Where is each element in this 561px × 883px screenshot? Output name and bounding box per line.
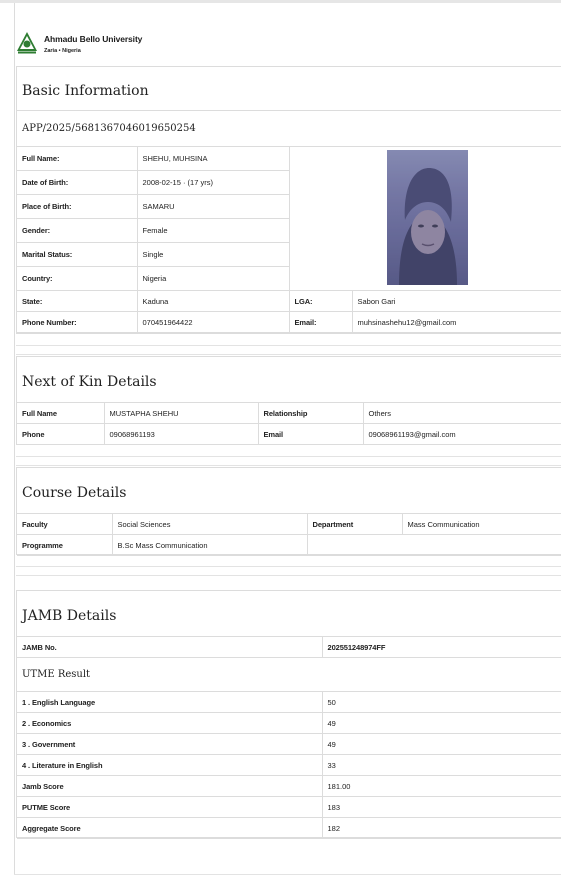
table-row	[17, 797, 561, 818]
dob-value: 2008-02-15 · (17 yrs)	[137, 171, 289, 195]
country-label: Country:	[17, 267, 137, 291]
section-divider	[16, 566, 561, 576]
next-of-kin-card	[16, 356, 561, 445]
jamb-score-label: Jamb Score	[17, 776, 322, 797]
table-row	[17, 692, 561, 713]
empty-cell	[307, 535, 561, 556]
gender-value: Female	[137, 219, 289, 243]
subject-label: 1 . English Language	[17, 692, 322, 713]
faculty-label: Faculty	[17, 514, 112, 535]
subject-label: 4 . Literature in English	[17, 755, 322, 776]
kin-email-value: 09068961193@gmail.com	[363, 424, 561, 445]
table-row	[17, 734, 561, 755]
jamb-score-value: 181.00	[322, 776, 561, 797]
kin-relationship-label: Relationship	[258, 403, 363, 424]
table-row	[17, 713, 561, 734]
kin-phone-label: Phone	[17, 424, 104, 445]
department-label: Department	[307, 514, 402, 535]
pob-label: Place of Birth:	[17, 195, 137, 219]
aggregate-score-label: Aggregate Score	[17, 818, 322, 839]
table-row	[17, 776, 561, 797]
table-row	[17, 424, 561, 445]
basic-information-title: Basic Information	[22, 83, 149, 99]
table-row	[17, 535, 561, 556]
utme-result-table	[17, 691, 561, 839]
gender-label: Gender:	[17, 219, 137, 243]
next-of-kin-title: Next of Kin Details	[22, 374, 157, 390]
aggregate-score-value: 182	[322, 818, 561, 839]
kin-full-name-label: Full Name	[17, 403, 104, 424]
state-value: Kaduna	[137, 291, 289, 312]
lga-label: LGA:	[289, 291, 352, 312]
faculty-value: Social Sciences	[112, 514, 307, 535]
university-location: Zaria • Nigeria	[44, 48, 81, 54]
putme-score-label: PUTME Score	[17, 797, 322, 818]
programme-label: Programme	[17, 535, 112, 556]
section-divider	[16, 345, 561, 355]
lga-value: Sabon Gari	[352, 291, 561, 312]
full-name-value: SHEHU, MUHSINA	[137, 147, 289, 171]
application-number: APP/2025/5681367046019650254	[22, 123, 196, 134]
table-row	[17, 514, 561, 535]
country-value: Nigeria	[137, 267, 289, 291]
table-row	[17, 312, 561, 333]
table-row	[17, 755, 561, 776]
table-row	[17, 291, 561, 312]
marital-status-value: Single	[137, 243, 289, 267]
subject-score: 49	[322, 734, 561, 755]
full-name-label: Full Name:	[17, 147, 137, 171]
subject-label: 3 . Government	[17, 734, 322, 755]
passport-photo	[387, 150, 468, 285]
jamb-number-value: 202551248974FF	[322, 637, 561, 658]
subject-label: 2 . Economics	[17, 713, 322, 734]
kin-full-name-value: MUSTAPHA SHEHU	[104, 403, 258, 424]
university-logo-icon	[15, 31, 39, 55]
basic-information-card	[16, 66, 561, 334]
subject-score: 50	[322, 692, 561, 713]
email-label: Email:	[289, 312, 352, 333]
kin-phone-value: 09068961193	[104, 424, 258, 445]
pob-value: SAMARU	[137, 195, 289, 219]
marital-status-label: Marital Status:	[17, 243, 137, 267]
jamb-details-card	[16, 590, 561, 838]
jamb-number-table	[17, 636, 561, 658]
subject-score: 33	[322, 755, 561, 776]
phone-number-label: Phone Number:	[17, 312, 137, 333]
kin-relationship-value: Others	[363, 403, 561, 424]
table-row	[17, 403, 561, 424]
university-name: Ahmadu Bello University	[44, 34, 143, 44]
state-label: State:	[17, 291, 137, 312]
department-value: Mass Communication	[402, 514, 561, 535]
course-details-title: Course Details	[22, 485, 127, 501]
putme-score-value: 183	[322, 797, 561, 818]
table-row	[17, 637, 561, 658]
course-details-card	[16, 467, 561, 555]
table-row	[17, 818, 561, 839]
utme-result-title: UTME Result	[22, 669, 91, 680]
kin-email-label: Email	[258, 424, 363, 445]
section-divider	[16, 456, 561, 466]
admission-form-page	[14, 3, 561, 875]
email-value: muhsinashehu12@gmail.com	[352, 312, 561, 333]
subject-score: 49	[322, 713, 561, 734]
jamb-number-label: JAMB No.	[17, 637, 322, 658]
next-of-kin-table	[17, 402, 561, 445]
phone-number-value: 070451964422	[137, 312, 289, 333]
table-row	[17, 147, 561, 171]
basic-info-table	[17, 146, 561, 333]
bottom-border	[14, 874, 561, 875]
header	[15, 29, 555, 59]
dob-label: Date of Birth:	[17, 171, 137, 195]
jamb-details-title: JAMB Details	[22, 608, 117, 624]
programme-value: B.Sc Mass Communication	[112, 535, 307, 556]
course-details-table	[17, 513, 561, 556]
person-portrait-icon	[387, 150, 468, 285]
